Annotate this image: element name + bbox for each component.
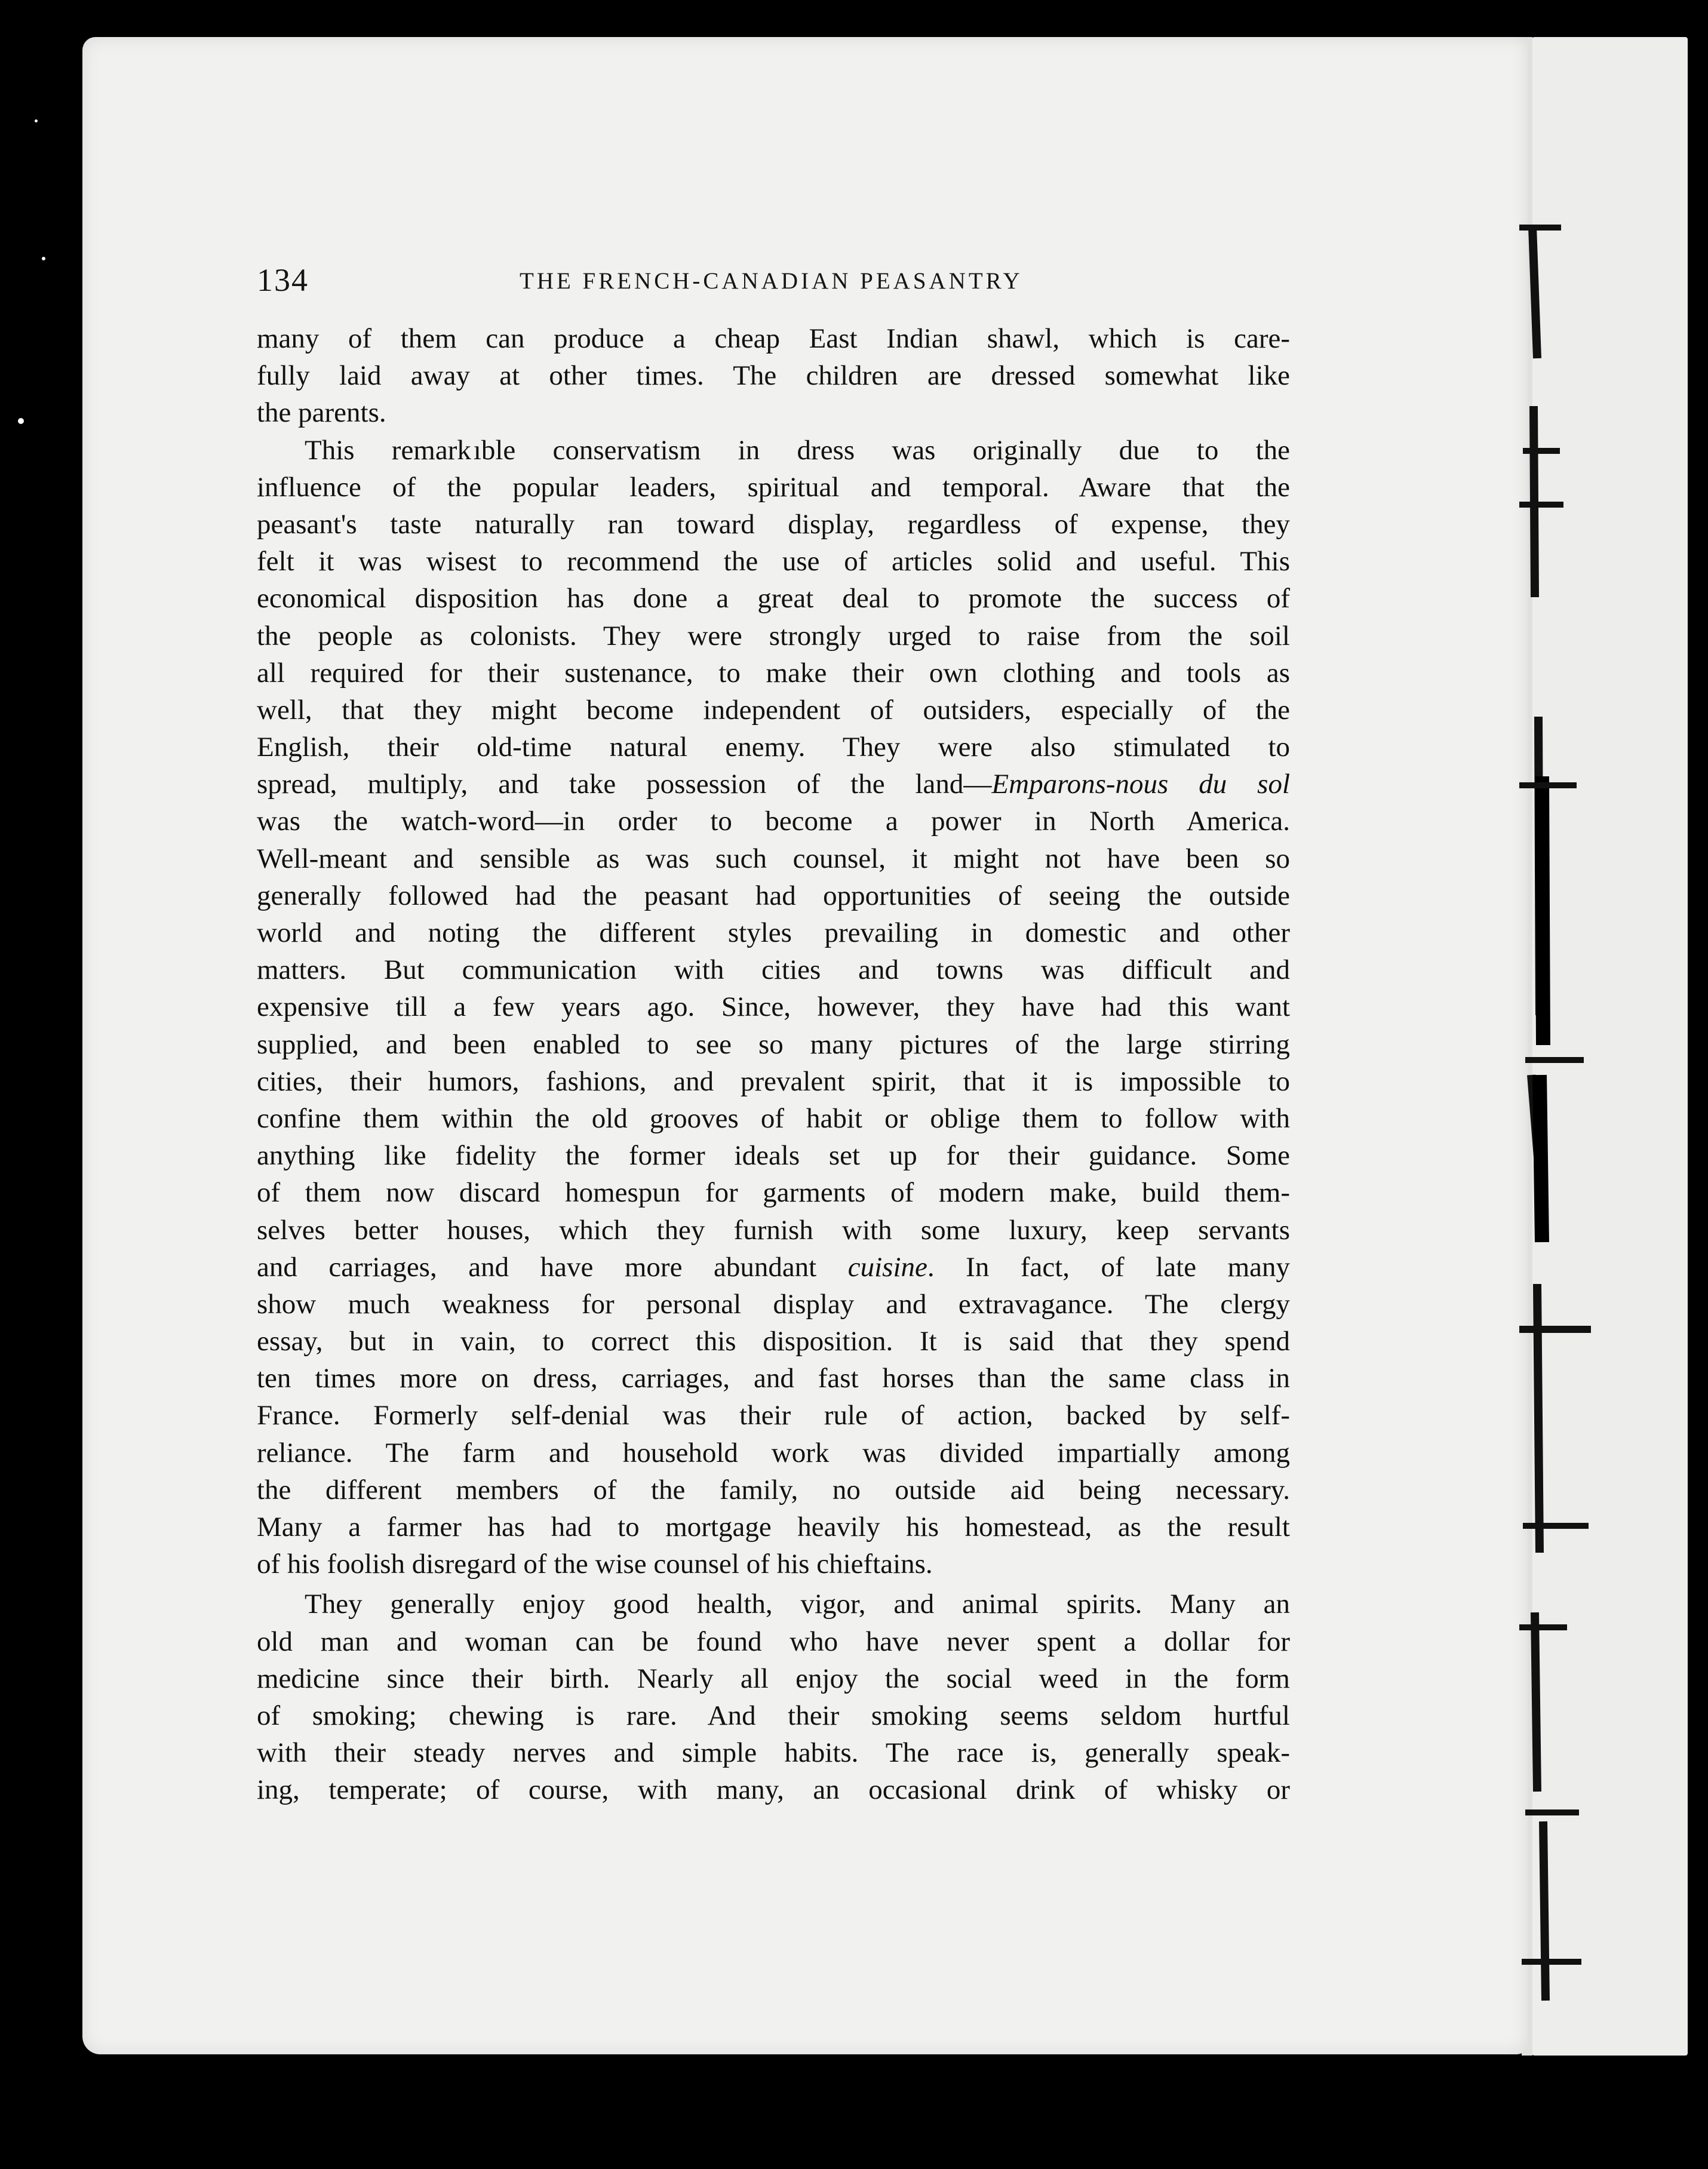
- page-number: 134: [257, 262, 309, 298]
- text-line: supplied, and been enabled to see so many pictures of the large stirring: [257, 1028, 1290, 1060]
- text-line: all required for their sustenance, to make their own clothing and tools as: [257, 657, 1290, 689]
- text-line: expensive till a few years ago. Since, however, they have had this want: [257, 991, 1290, 1023]
- text-line: generally followed had the peasant had opportunities of seeing the outside: [257, 880, 1290, 911]
- text-line: matters. But communication with cities and towns was difficult and: [257, 954, 1290, 986]
- text-line: selves better houses, which they furnish with some luxury, keep servants: [257, 1214, 1290, 1246]
- text-line: [257, 1249, 1290, 1286]
- text-line: ing, temperate; of course, with many, an occasional drink of whisky or: [257, 1774, 1290, 1806]
- stitching-binding: [1519, 179, 1597, 2030]
- text-line: peasant's taste naturally ran toward display, regardless of expense, they: [257, 508, 1290, 540]
- italic-word: cuisine: [847, 1251, 927, 1283]
- text-line: This remark ıble conservatism in dress was originally due to the: [305, 434, 1290, 466]
- text-segment: and carriages, and have more abundant: [257, 1251, 848, 1283]
- text-segment: . In fact, of late many: [927, 1251, 1290, 1283]
- text-line: was the watch-word—in order to become a power in North America.: [257, 806, 1290, 837]
- running-title: THE FRENCH-CANADIAN PEASANTRY: [520, 268, 1023, 294]
- scan-speck: [18, 418, 24, 424]
- text-line: well, that they might become independent of outsiders, especially of the: [257, 694, 1290, 726]
- text-line: of smoking; chewing is rare. And their smoking seems seldom hurtful: [257, 1700, 1290, 1731]
- text-segment: spread, multiply, and take possession of the land—: [257, 769, 992, 800]
- text-line: Many a farmer has had to mortgage heavily his homestead, as the result: [257, 1511, 1290, 1543]
- text-line: economical disposition has done a great deal to promote the success of: [257, 583, 1290, 615]
- text-line: the people as colonists. They were strongly urged to raise from the soil: [257, 620, 1290, 652]
- text-line: many of them can produce a cheap East Indian shawl, which is care-: [257, 323, 1290, 354]
- text-line: medicine since their birth. Nearly all enjoy the social weed in the form: [257, 1663, 1290, 1694]
- text-line: essay, but in vain, to correct this disposition. It is said that they spend: [257, 1326, 1290, 1357]
- text-line: They generally enjoy good health, vigor, and animal spirits. Many an: [305, 1589, 1290, 1620]
- text-line: show much weakness for personal display and extravagance. The clergy: [257, 1288, 1290, 1320]
- text-line: cities, their humors, fashions, and prevalent spirit, that it is impossible to: [257, 1065, 1290, 1097]
- body-text: [257, 320, 1290, 1809]
- text-line: the different members of the family, no outside aid being necessary.: [257, 1474, 1290, 1506]
- text-line: influence of the popular leaders, spiritual and temporal. Aware that the: [257, 471, 1290, 503]
- text-line: confine them within the old grooves of habit or oblige them to follow with: [257, 1102, 1290, 1134]
- page-header: [257, 262, 1290, 297]
- scan-speck: [35, 119, 38, 122]
- text-line: felt it was wisest to recommend the use of articles solid and useful. This: [257, 546, 1290, 577]
- text-line: ten times more on dress, carriages, and fast horses than the same class in: [257, 1363, 1290, 1394]
- italic-phrase: Emparons-nous du sol: [991, 769, 1290, 800]
- text-line: anything like fidelity the former ideals set up for their guidance. Some: [257, 1140, 1290, 1172]
- text-line: France. Formerly self-denial was their rule of action, backed by self-: [257, 1400, 1290, 1431]
- text-line: English, their old-time natural enemy. They were also stimulated to: [257, 732, 1290, 763]
- text-line: with their steady nerves and simple habits. The race is, generally speak-: [257, 1737, 1290, 1769]
- scan-speck: [42, 257, 45, 260]
- text-line: fully laid away at other times. The children are dressed somewhat like: [257, 360, 1290, 392]
- text-line: of his foolish disregard of the wise counsel of his chieftains.: [257, 1549, 933, 1580]
- text-line: old man and woman can be found who have never spent a dollar for: [257, 1626, 1290, 1657]
- text-line: Well-meant and sensible as was such counsel, it might not have been so: [257, 843, 1290, 874]
- text-line: reliance. The farm and household work was divided impartially among: [257, 1437, 1290, 1468]
- text-line: the parents.: [257, 397, 386, 429]
- text-line: [257, 766, 1290, 803]
- text-line: of them now discard homespun for garments of modern make, build them-: [257, 1177, 1290, 1209]
- text-line: world and noting the different styles prevailing in domestic and other: [257, 917, 1290, 948]
